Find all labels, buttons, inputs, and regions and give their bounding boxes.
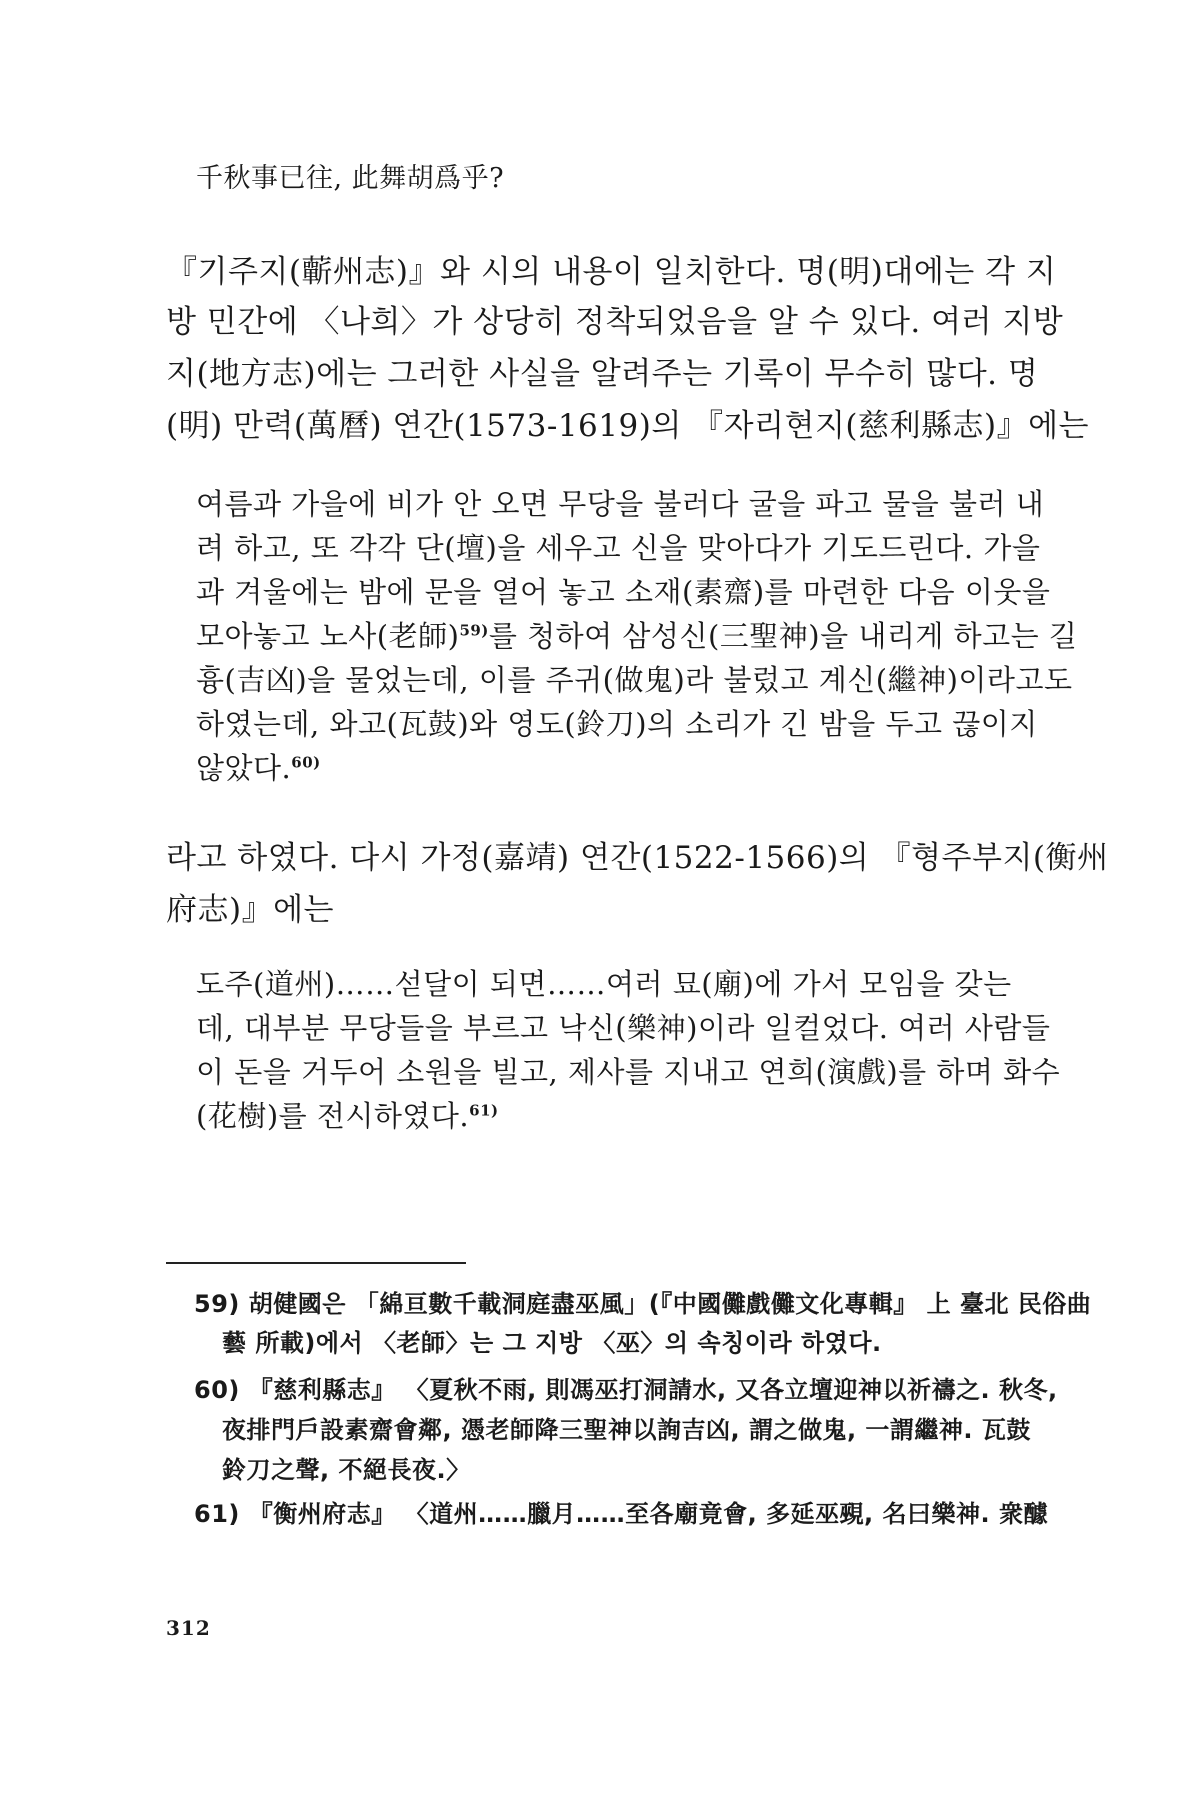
quote-text: 를 청하여 삼성신(三聖神)을 내리게 하고는 길	[488, 619, 1078, 653]
footnote-ref-61[interactable]: 61)	[469, 1101, 499, 1120]
quote-line	[196, 614, 1077, 655]
paragraph-line: 府志)』에는	[166, 892, 334, 928]
quote-line: 과 겨울에는 밤에 문을 열어 놓고 소재(素齋)를 마련한 다음 이웃을	[196, 575, 1051, 609]
paragraph-line: 『기주지(蘄州志)』와 시의 내용이 일치한다. 명(明)대에는 각 지	[166, 254, 1057, 290]
quote-line	[196, 746, 321, 787]
footnote-line: 59) 胡健國은 「綿亘數千載洞庭盡巫風」(『中國儺戲儺文化專輯』 上 臺北 民俗曲	[194, 1290, 1092, 1318]
quote-line	[196, 1094, 499, 1135]
quote-line: 데, 대부분 무당들을 부르고 낙신(樂神)이라 일컬었다. 여러 사람들	[196, 1011, 1051, 1045]
paragraph-line: 라고 하였다. 다시 가정(嘉靖) 연간(1522-1566)의 『형주부지(衡州	[166, 840, 1109, 876]
quote-text: 않았다.	[196, 751, 292, 785]
quote-text: 모아놓고 노사(老師)	[196, 619, 460, 653]
footnote-line: 61) 『衡州府志』 〈道州……臘月……至各廟竟會, 多延巫覡, 名曰樂神. 衆醵	[194, 1500, 1048, 1528]
verse-line: 千秋事已往, 此舞胡爲乎?	[196, 163, 505, 194]
paragraph-line: 지(地方志)에는 그러한 사실을 알려주는 기록이 무수히 많다. 명	[166, 356, 1039, 392]
quote-line: 이 돈을 거두어 소원을 빌고, 제사를 지내고 연희(演戲)를 하며 화수	[196, 1055, 1061, 1089]
footnote-line: 鈴刀之聲, 不絕長夜.〉	[222, 1456, 471, 1484]
footnote-ref-60[interactable]: 60)	[291, 753, 321, 772]
footnote-line: 60) 『慈利縣志』 〈夏秋不雨, 則馮巫打洞請水, 又各立壇迎神以祈禱之. 秋冬,	[194, 1376, 1058, 1404]
footnote-line: 夜排門戶設素齋會鄰, 憑老師降三聖神以詢吉凶, 謂之做鬼, 一謂繼神. 瓦鼓	[222, 1416, 1031, 1444]
quote-line: 하였는데, 와고(瓦鼓)와 영도(鈴刀)의 소리가 긴 밤을 두고 끊이지	[196, 707, 1038, 741]
quote-text: (花樹)를 전시하였다.	[196, 1099, 470, 1133]
quote-line: 려 하고, 또 각각 단(壇)을 세우고 신을 맞아다가 기도드린다. 가을	[196, 531, 1041, 565]
page-number: 312	[166, 1616, 211, 1640]
quote-line: 여름과 가을에 비가 안 오면 무당을 불러다 굴을 파고 물을 불러 내	[196, 487, 1045, 521]
quote-line: 흉(吉凶)을 물었는데, 이를 주귀(做鬼)라 불렀고 계신(繼神)이라고도	[196, 663, 1073, 697]
footnote-ref-59[interactable]: 59)	[459, 621, 489, 640]
footnote-line: 藝 所載)에서 〈老師〉는 그 지방 〈巫〉의 속칭이라 하였다.	[222, 1329, 882, 1357]
quote-line: 도주(道州)……섣달이 되면……여러 묘(廟)에 가서 모임을 갖는	[196, 967, 1012, 1001]
paragraph-line: 방 민간에 〈나희〉가 상당히 정착되었음을 알 수 있다. 여러 지방	[166, 304, 1064, 340]
footnote-divider	[166, 1262, 466, 1264]
paragraph-line: (明) 만력(萬曆) 연간(1573-1619)의 『자리현지(慈利縣志)』에는	[166, 408, 1089, 444]
